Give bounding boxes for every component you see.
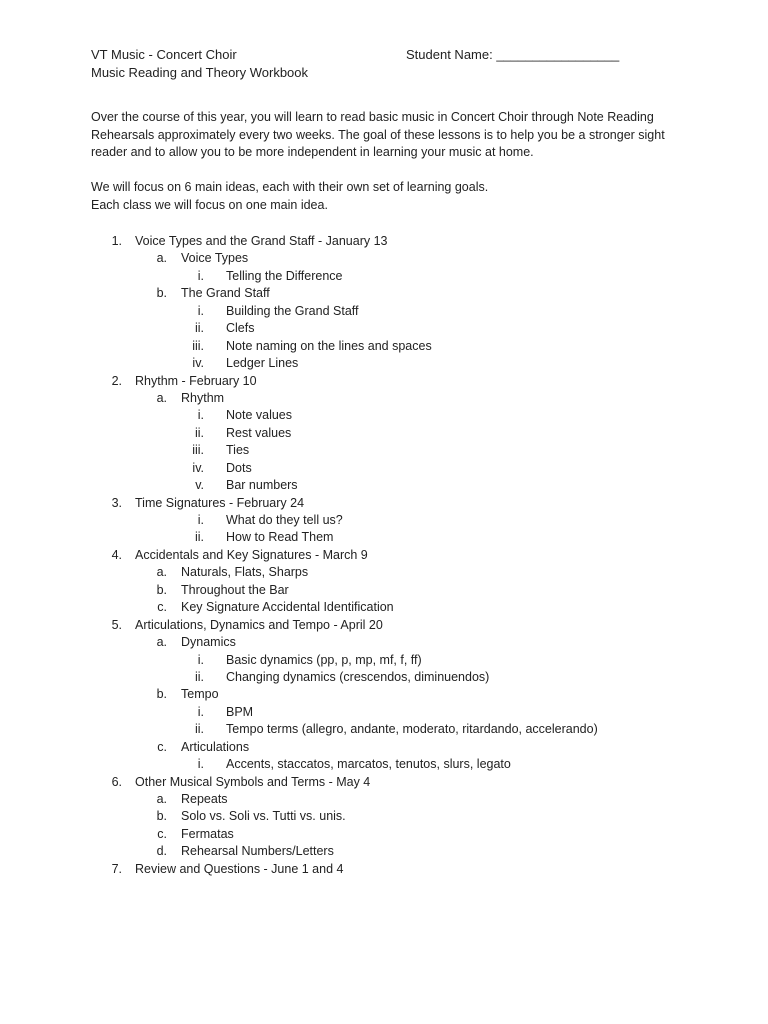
outline-detail <box>0 407 768 424</box>
outline-detail <box>0 477 768 494</box>
outline-text: Clefs <box>226 321 255 336</box>
outline-marker: i. <box>197 757 204 772</box>
outline-detail <box>0 320 768 337</box>
outline-detail <box>0 338 768 355</box>
outline-marker: i. <box>197 303 204 318</box>
outline-marker: a. <box>156 635 167 650</box>
outline-text: Time Signatures - February 24 <box>135 495 305 510</box>
outline-text: Ties <box>226 443 250 458</box>
outline-text: Building the Grand Staff <box>226 303 359 318</box>
outline-topic <box>0 861 768 878</box>
outline-topic <box>0 373 768 390</box>
outline-marker: 2. <box>111 373 122 388</box>
outline-marker: 1. <box>111 234 122 248</box>
outline-marker: ii. <box>194 321 204 336</box>
outline-marker: a. <box>156 792 167 806</box>
outline-text: Tempo <box>181 687 219 702</box>
outline-marker: i. <box>197 652 204 667</box>
outline-marker: 7. <box>111 861 122 876</box>
outline-text: What do they tell us? <box>226 513 343 527</box>
outline-subtopic <box>0 564 768 581</box>
outline-text: Ledger Lines <box>226 356 299 371</box>
outline-marker: c. <box>157 600 167 615</box>
outline-marker: i. <box>197 704 204 719</box>
outline-text: Repeats <box>181 792 228 806</box>
outline-marker: ii. <box>194 530 204 545</box>
outline-topic <box>0 617 768 634</box>
outline-marker: b. <box>156 286 167 301</box>
outline-text: How to Read Them <box>226 530 334 545</box>
outline-subtopic <box>0 791 768 808</box>
outline-subtopic <box>0 843 768 860</box>
outline-detail <box>0 721 768 738</box>
outline-text: Rehearsal Numbers/Letters <box>181 844 334 859</box>
outline-detail <box>0 756 768 773</box>
outline-subtopic <box>0 250 768 267</box>
outline-text: Accidentals and Key Signatures - March 9 <box>135 547 368 562</box>
outline-marker: 6. <box>111 774 122 789</box>
outline-marker: c. <box>157 739 167 754</box>
document-header <box>91 46 308 82</box>
focus-paragraph <box>91 179 691 214</box>
outline-marker: a. <box>156 390 167 405</box>
outline-text: Rhythm <box>181 390 225 405</box>
intro-paragraph: Over the course of this year, you will learn to read basic music in Concert Choir through Note Reading Rehearsals approximately every two weeks. The goal of these lessons is to help you be a stronger sight reader and to allow you to be more independent in learning your music at home. <box>91 110 665 160</box>
outline-text: Bar numbers <box>226 478 298 493</box>
outline-text: Basic dynamics (pp, p, mp, mf, f, ff) <box>226 652 422 667</box>
course-outline <box>0 233 768 878</box>
outline-text: BPM <box>226 704 254 719</box>
outline-text: The Grand Staff <box>181 286 270 301</box>
outline-marker: iii. <box>192 443 204 458</box>
outline-subtopic <box>0 739 768 756</box>
outline-marker: ii. <box>194 722 204 737</box>
outline-detail <box>0 512 768 529</box>
outline-marker: a. <box>156 565 167 580</box>
focus-line: Each class we will focus on one main idea. <box>91 197 328 212</box>
outline-detail <box>0 669 768 686</box>
outline-subtopic <box>0 390 768 407</box>
outline-subtopic <box>0 808 768 825</box>
outline-subtopic <box>0 686 768 703</box>
outline-marker: ii. <box>194 425 204 440</box>
outline-marker: iv. <box>192 460 204 475</box>
outline-marker: ii. <box>194 669 204 684</box>
outline-subtopic <box>0 285 768 302</box>
outline-detail <box>0 425 768 442</box>
outline-text: Articulations, Dynamics and Tempo - April 20 <box>135 617 383 632</box>
outline-text: Other Musical Symbols and Terms - May 4 <box>135 774 371 789</box>
outline-text: Note naming on the lines and spaces <box>226 338 432 353</box>
outline-marker: 4. <box>111 547 122 562</box>
outline-detail <box>0 303 768 320</box>
outline-subtopic <box>0 826 768 843</box>
outline-text: Tempo terms (allegro, andante, moderato, ritardando, accelerando) <box>226 722 598 737</box>
outline-marker: iv. <box>192 356 204 371</box>
outline-marker: c. <box>157 826 167 841</box>
outline-marker: v. <box>195 478 204 493</box>
outline-text: Telling the Difference <box>226 268 343 283</box>
workbook-title: Music Reading and Theory Workbook <box>91 65 309 80</box>
outline-text: Solo vs. Soli vs. Tutti vs. unis. <box>181 809 346 824</box>
outline-text: Rhythm - February 10 <box>135 373 257 388</box>
outline-subtopic <box>0 582 768 599</box>
outline-marker: i. <box>197 513 204 527</box>
outline-text: Articulations <box>181 739 250 754</box>
outline-topic <box>0 547 768 564</box>
outline-topic <box>0 495 768 512</box>
outline-topic <box>0 233 768 250</box>
outline-marker: b. <box>156 809 167 824</box>
outline-marker: 5. <box>111 617 122 632</box>
outline-marker: 3. <box>111 495 122 510</box>
outline-marker: i. <box>197 408 204 423</box>
outline-subtopic <box>0 634 768 651</box>
outline-marker: a. <box>156 251 167 266</box>
outline-text: Dots <box>226 460 252 475</box>
outline-text: Dynamics <box>181 635 236 650</box>
outline-text: Note values <box>226 408 293 423</box>
outline-detail <box>0 704 768 721</box>
outline-detail <box>0 268 768 285</box>
outline-text: Key Signature Accidental Identification <box>181 600 394 615</box>
outline-text: Throughout the Bar <box>181 582 289 597</box>
outline-text: Accents, staccatos, marcatos, tenutos, slurs, legato <box>226 757 511 772</box>
outline-detail <box>0 652 768 669</box>
outline-detail <box>0 460 768 477</box>
outline-topic <box>0 774 768 791</box>
outline-marker: b. <box>156 582 167 597</box>
outline-detail <box>0 355 768 372</box>
outline-text: Voice Types <box>181 251 249 266</box>
outline-detail <box>0 529 768 546</box>
outline-detail <box>0 442 768 459</box>
outline-text: Changing dynamics (crescendos, diminuendos) <box>226 669 490 684</box>
outline-marker: b. <box>156 687 167 702</box>
outline-text: Review and Questions - June 1 and 4 <box>135 861 344 876</box>
outline-marker: iii. <box>192 338 204 353</box>
student-name-field: Student Name: _________________ <box>406 47 620 62</box>
outline-text: Fermatas <box>181 826 234 841</box>
outline-marker: i. <box>197 268 204 283</box>
outline-marker: d. <box>156 844 167 859</box>
focus-line: We will focus on 6 main ideas, each with their own set of learning goals. <box>91 180 489 194</box>
outline-subtopic <box>0 599 768 616</box>
outline-text: Naturals, Flats, Sharps <box>181 565 309 580</box>
outline-text: Rest values <box>226 425 292 440</box>
course-title: VT Music - Concert Choir <box>91 47 237 62</box>
outline-text: Voice Types and the Grand Staff - January 13 <box>135 234 388 248</box>
